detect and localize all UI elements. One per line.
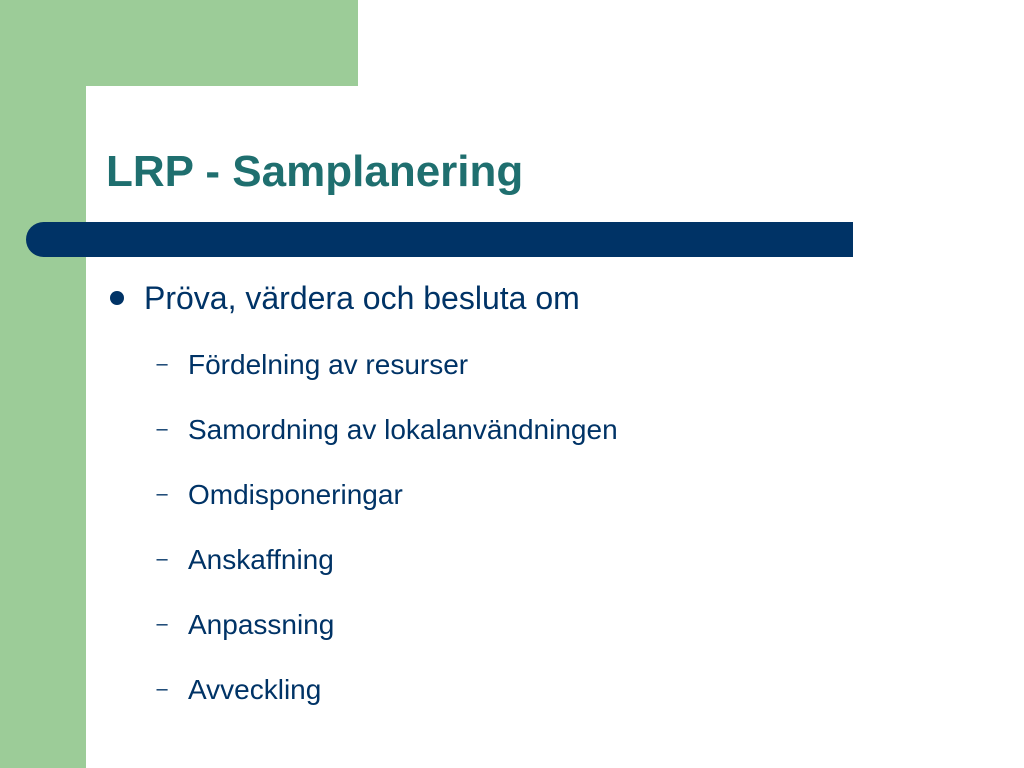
bullet-text: Pröva, värdera och besluta om — [144, 279, 580, 316]
sub-bullet-item — [106, 527, 986, 592]
sub-bullet-item — [106, 657, 986, 722]
sub-bullet-item — [106, 462, 986, 527]
sub-bullet-list — [106, 332, 986, 722]
sub-bullet-text: Anskaffning — [188, 543, 334, 575]
sub-bullet-item — [106, 592, 986, 657]
dash-icon: – — [156, 483, 168, 505]
sub-bullet-item — [106, 397, 986, 462]
dash-icon: – — [156, 613, 168, 635]
slide-title: LRP - Samplanering — [106, 147, 524, 196]
title-underline-bar — [26, 222, 853, 257]
decorative-green-band-left — [0, 0, 86, 768]
sub-bullet-text: Samordning av lokalanvändningen — [188, 413, 618, 445]
sub-bullet-text: Anpassning — [188, 608, 335, 640]
slide-content — [106, 272, 986, 722]
dash-icon: – — [156, 353, 168, 375]
dash-icon: – — [156, 418, 168, 440]
dash-icon: – — [156, 678, 168, 700]
bullet-item — [106, 272, 986, 324]
bullet-dot-icon — [110, 291, 124, 305]
dash-icon: – — [156, 548, 168, 570]
sub-bullet-text: Omdisponeringar — [188, 478, 403, 510]
sub-bullet-item — [106, 332, 986, 397]
sub-bullet-text: Fördelning av resurser — [188, 348, 469, 380]
sub-bullet-text: Avveckling — [188, 673, 322, 705]
